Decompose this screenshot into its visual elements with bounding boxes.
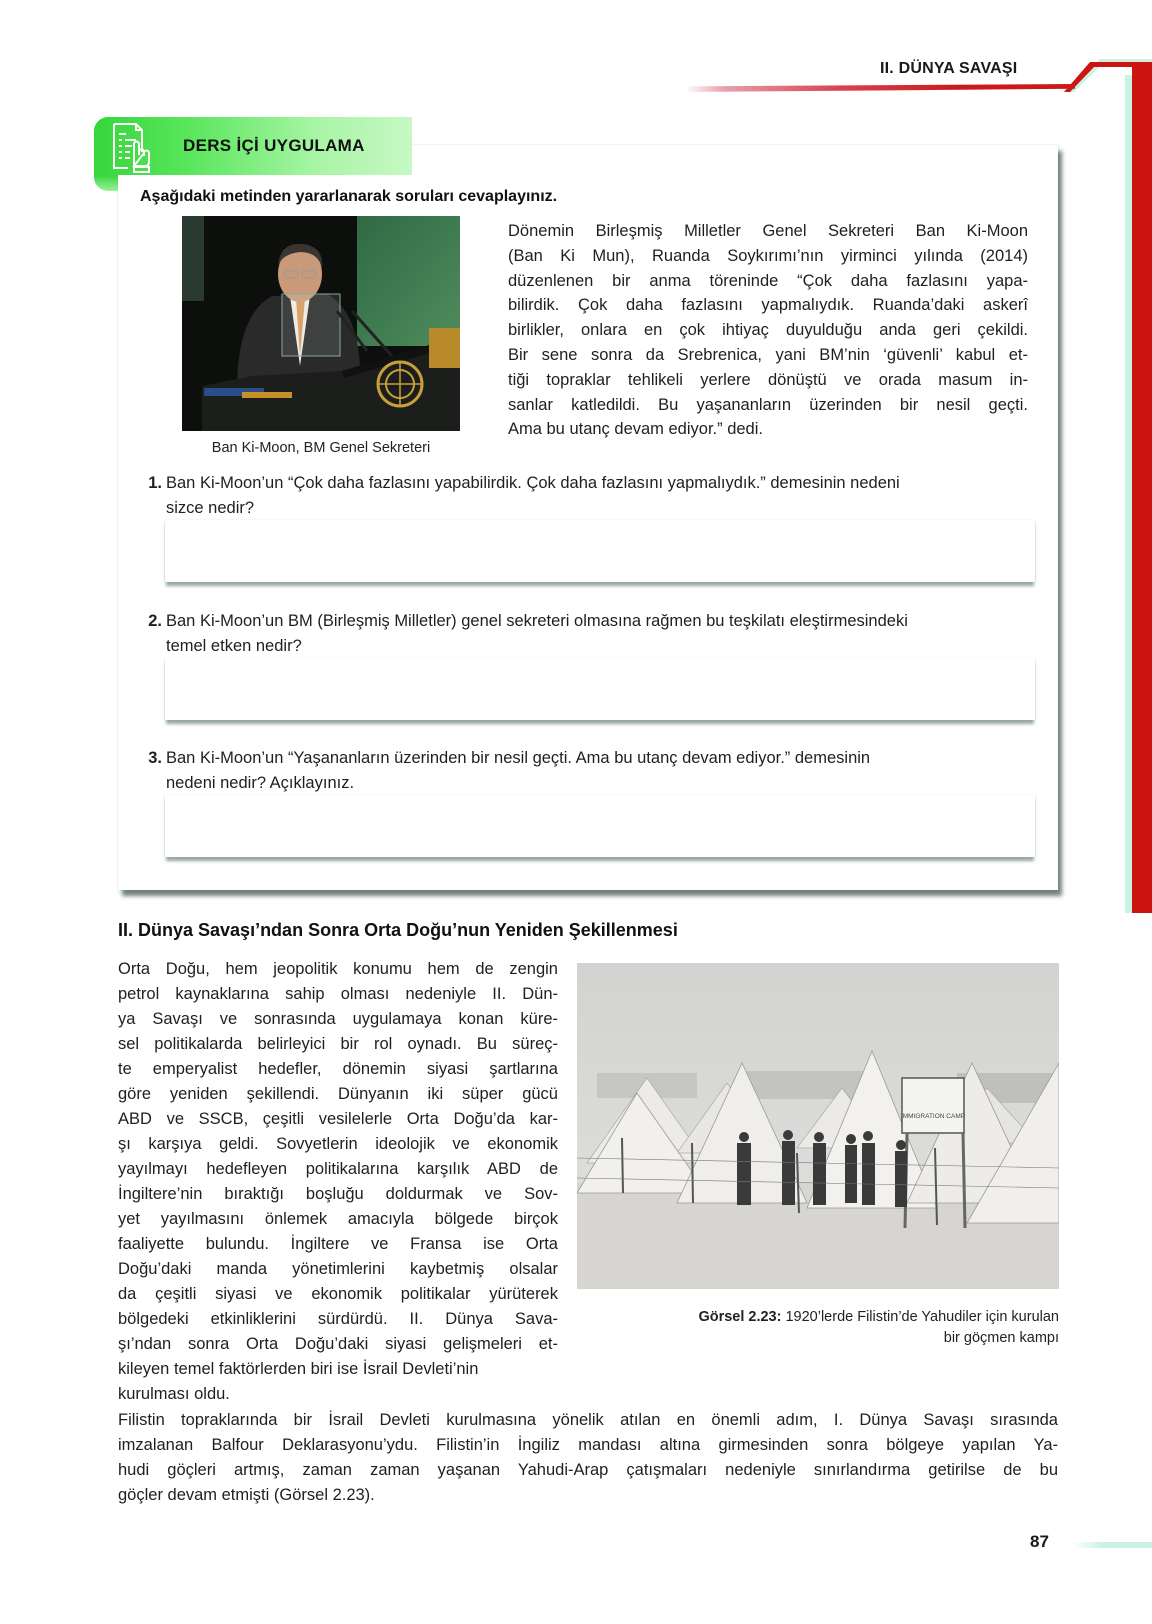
body-line: bölgedeki etkinliklerini sürdürdü. II. Dünya Sava-: [118, 1310, 558, 1328]
quote-line: Bir sene sonra da Srebrenica, yani BM’nin ‘güvenli’ kabul et-: [508, 345, 1028, 364]
quote-line: birlikler, onlara en çok ihtiyaç duyulduğu anda geri çekildi.: [508, 321, 1028, 340]
tag-curl-decoration: [94, 175, 118, 191]
svg-text:IMMIGRATION CAMP: IMMIGRATION CAMP: [900, 1113, 966, 1120]
quote-line: (Ban Ki Mun), Ruanda Soykırımı’nın yirminci yılında (2014): [508, 246, 1028, 265]
quote-line: düzenlenen bir anma töreninde “Çok daha fazlasını yapa-: [508, 271, 1028, 290]
body-line: kileyen temel faktörlerden biri ise İsrail Devleti’nin: [118, 1360, 479, 1378]
immigration-camp-photo: [577, 963, 1059, 1289]
header-gradient-line: [685, 84, 1075, 92]
activity-instruction: Aşağıdaki metinden yararlanarak soruları cevaplayınız.: [140, 188, 558, 205]
body-line: Doğu’daki manda yönetimlerini kaybetmiş olsalar: [118, 1260, 558, 1278]
question-text: nedeni nedir? Açıklayınız.: [166, 774, 355, 792]
body-line: petrol kaynaklarına sahip olması nedeniyle II. Dün-: [118, 985, 558, 1003]
quote-line: sanlar katledildi. Bu yaşananların üzerinden bir nesil geçti.: [508, 395, 1028, 414]
photo-caption: Ban Ki-Moon, BM Genel Sekreteri: [211, 440, 431, 456]
figure-caption-text: bir göçmen kampı: [943, 1330, 1059, 1346]
question-number: 2.: [148, 612, 162, 630]
body-line: ya Savaşı ve sonrasında uygulamaya konan küre-: [118, 1010, 558, 1028]
body-line: göçler devam etmişti (Görsel 2.23).: [118, 1486, 375, 1504]
section-body-left: [118, 957, 558, 1407]
ban-ki-moon-photo: [182, 216, 460, 431]
question-3: [140, 746, 1040, 796]
question-text: sizce nedir?: [166, 499, 255, 517]
chapter-title: II. DÜNYA SAVAŞI: [880, 60, 1018, 77]
quote-line: Ama bu utanç devam ediyor.” dedi.: [508, 420, 763, 439]
body-line: hudi göçleri artmış, zaman zaman yaşanan Yahudi-Arap çatışmaları nedeniyle sınırlandırma getirilse de bu: [118, 1461, 1058, 1479]
quote-text: [508, 219, 1028, 442]
body-line: şı’ndan sonra Orta Doğu’daki siyasi gelişmeleri et-: [118, 1335, 558, 1353]
body-line: kurulması oldu.: [118, 1385, 230, 1403]
figure-caption: [577, 1307, 1059, 1349]
body-line: ABD ve SSCB, çeşitli vesilelerle Orta Doğu’da kar-: [118, 1110, 558, 1128]
question-1: [140, 471, 1040, 521]
figure-caption-text: 1920’lerde Filistin’de Yahudiler için kurulan: [781, 1309, 1059, 1325]
quote-line: bilirdik. Çok daha fazlasını yapmalıydık. Ruanda’daki askerî: [508, 296, 1028, 315]
question-text: temel etken nedir?: [166, 637, 302, 655]
body-line: şı karşıya geldi. Sovyetlerin ideolojik ve ekonomik: [118, 1135, 558, 1153]
question-2: [140, 609, 1040, 659]
figure-label: Görsel 2.23:: [698, 1309, 782, 1325]
body-line: imzalanan Balfour Deklarasyonu’ydu. Filistin’in İngiliz mandası altına girmesinden sonra bölgeye yapılan Ya-: [118, 1436, 1058, 1454]
question-number: 1.: [148, 474, 162, 492]
question-text: Ban Ki-Moon’un “Çok daha fazlasını yapabilirdik. Çok daha fazlasını yapmalıydık.” demesinin nedeni: [166, 474, 900, 492]
document-hand-pointer-icon: [110, 122, 154, 174]
body-line: Filistin topraklarında bir İsrail Devleti kurulmasına yönelik atılan en önemli adım, I. Dünya Savaşı sırasında: [118, 1411, 1058, 1429]
body-line: yet yayılmasını önlemek amacıyla bölgede birçok: [118, 1210, 558, 1228]
answer-field-1[interactable]: [165, 520, 1035, 582]
answer-field-3[interactable]: [165, 795, 1035, 857]
quote-line: tiği topraklar tehlikeli yerlere dönüştü ve orada masum in-: [508, 370, 1028, 389]
question-text: Ban Ki-Moon’un “Yaşananların üzerinden bir nesil geçti. Ama bu utanç devam ediyor.” demesinin: [166, 749, 871, 767]
section-title: II. Dünya Savaşı’ndan Sonra Orta Doğu’nun Yeniden Şekillenmesi: [118, 920, 678, 940]
body-line: Orta Doğu, hem jeopolitik konumu hem de zengin: [118, 960, 558, 978]
body-line: da çeşitli siyasi ve ekonomik politikalar yürüterek: [118, 1285, 558, 1303]
question-number: 3.: [148, 749, 162, 767]
page-number-accent: [1072, 1542, 1152, 1548]
answer-field-2[interactable]: [165, 658, 1035, 720]
question-text: Ban Ki-Moon’un BM (Birleşmiş Milletler) genel sekreteri olmasına rağmen bu teşkilatı eleştirmesindeki: [166, 612, 908, 630]
body-line: İngiltere’nin bıraktığı boşluğu doldurmak ve Sov-: [118, 1185, 558, 1203]
page-number: 87: [1030, 1532, 1049, 1551]
body-line: te emperyalist hedefler, dönemin siyasi şartlarına: [118, 1060, 558, 1078]
body-line: göre yeniden şekillendi. Dünyanın iki süper gücü: [118, 1085, 558, 1103]
body-line: faaliyette bulundu. İngiltere ve Fransa ise Orta: [118, 1235, 558, 1253]
body-line: yayılmayı hedefleyen politikalarına karşılık ABD de: [118, 1160, 558, 1178]
activity-tag-label: DERS İÇİ UYGULAMA: [183, 136, 365, 155]
quote-line: Dönemin Birleşmiş Milletler Genel Sekreteri Ban Ki-Moon: [508, 222, 1028, 240]
section-body-full: [118, 1408, 1058, 1508]
side-red-bar: [1132, 60, 1152, 913]
body-line: sel politikalarda belirleyici bir rol oynadı. Bu süreç-: [118, 1035, 558, 1053]
